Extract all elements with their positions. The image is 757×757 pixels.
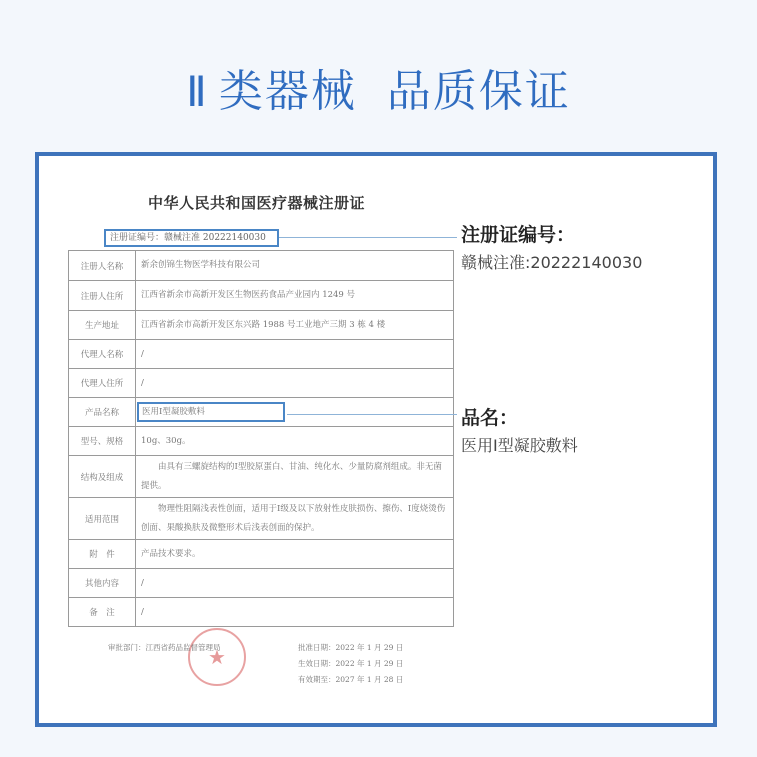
certificate-table xyxy=(68,250,454,627)
row-label: 其他内容 xyxy=(69,569,136,598)
row-label: 注册人名称 xyxy=(69,251,136,281)
row-label: 代理人名称 xyxy=(69,340,136,369)
registration-number-box xyxy=(104,229,279,247)
registration-number-label: 注册证编号： xyxy=(110,233,165,243)
row-value xyxy=(136,398,454,427)
headline-part2: 品质保证 xyxy=(386,66,571,117)
headline-roman-numeral: Ⅱ xyxy=(186,68,209,115)
row-value: 10g、30g。 xyxy=(136,427,454,456)
row-label: 备 注 xyxy=(69,598,136,627)
product-callout-title: 品名： xyxy=(461,407,519,429)
table-row xyxy=(69,498,454,540)
approval-date: 批准日期：2022 年 1 月 29 日 xyxy=(298,643,404,652)
row-label: 型号、规格 xyxy=(69,427,136,456)
row-value: 物理性阻隔浅表性创面，适用于Ⅰ级及以下放射性皮肤损伤、擦伤、Ⅰ度烧烫伤创面、果酸换肤及微整形术后浅表创面的保护。 xyxy=(136,498,454,540)
table-row xyxy=(69,427,454,456)
table-row xyxy=(69,311,454,340)
table-row xyxy=(69,540,454,569)
row-value: 产品技术要求。 xyxy=(136,540,454,569)
page-headline xyxy=(0,55,757,119)
certificate-title: 中华人民共和国医疗器械注册证 xyxy=(148,194,366,212)
row-value: 新余创锦生物医学科技有限公司 xyxy=(136,251,454,281)
official-seal-icon: ★ xyxy=(188,628,246,686)
effective-date: 生效日期：2022 年 1 月 29 日 xyxy=(298,659,404,668)
row-value: / xyxy=(136,369,454,398)
table-row xyxy=(69,281,454,311)
product-name-box: 医用Ⅰ型凝胶敷料 xyxy=(137,402,285,422)
row-value: / xyxy=(136,569,454,598)
row-label: 生产地址 xyxy=(69,311,136,340)
row-value: 江西省新余市高新开发区东兴路 1988 号工业地产三期 3 栋 4 楼 xyxy=(136,311,454,340)
row-label: 适用范围 xyxy=(69,498,136,540)
registration-callout-line xyxy=(279,237,457,238)
approval-dept: 审批部门：江西省药品监督管理局 xyxy=(108,643,221,652)
expiry-date: 有效期至：2027 年 1 月 28 日 xyxy=(298,675,404,684)
row-label: 结构及组成 xyxy=(69,456,136,498)
row-label: 产品名称 xyxy=(69,398,136,427)
registration-number: 赣械注准 20222140030 xyxy=(164,233,266,243)
table-row xyxy=(69,251,454,281)
table-row xyxy=(69,456,454,498)
row-value: 由具有三螺旋结构的Ⅰ型胶原蛋白、甘油、纯化水、少量防腐剂组成。非无菌提供。 xyxy=(136,456,454,498)
row-label: 代理人住所 xyxy=(69,369,136,398)
table-row xyxy=(69,569,454,598)
registration-callout-value: 赣械注准:20222140030 xyxy=(461,253,643,272)
product-callout-value: 医用Ⅰ型凝胶敷料 xyxy=(461,436,578,455)
table-row xyxy=(69,398,454,427)
table-row xyxy=(69,340,454,369)
row-value: / xyxy=(136,340,454,369)
row-label: 附 件 xyxy=(69,540,136,569)
row-label: 注册人住所 xyxy=(69,281,136,311)
registration-callout-title: 注册证编号： xyxy=(461,224,576,246)
product-callout-line xyxy=(287,414,457,415)
headline-part1: 类器械 xyxy=(218,66,357,117)
table-row xyxy=(69,369,454,398)
table-row xyxy=(69,598,454,627)
row-value: 江西省新余市高新开发区生物医药食品产业园内 1249 号 xyxy=(136,281,454,311)
row-value: / xyxy=(136,598,454,627)
